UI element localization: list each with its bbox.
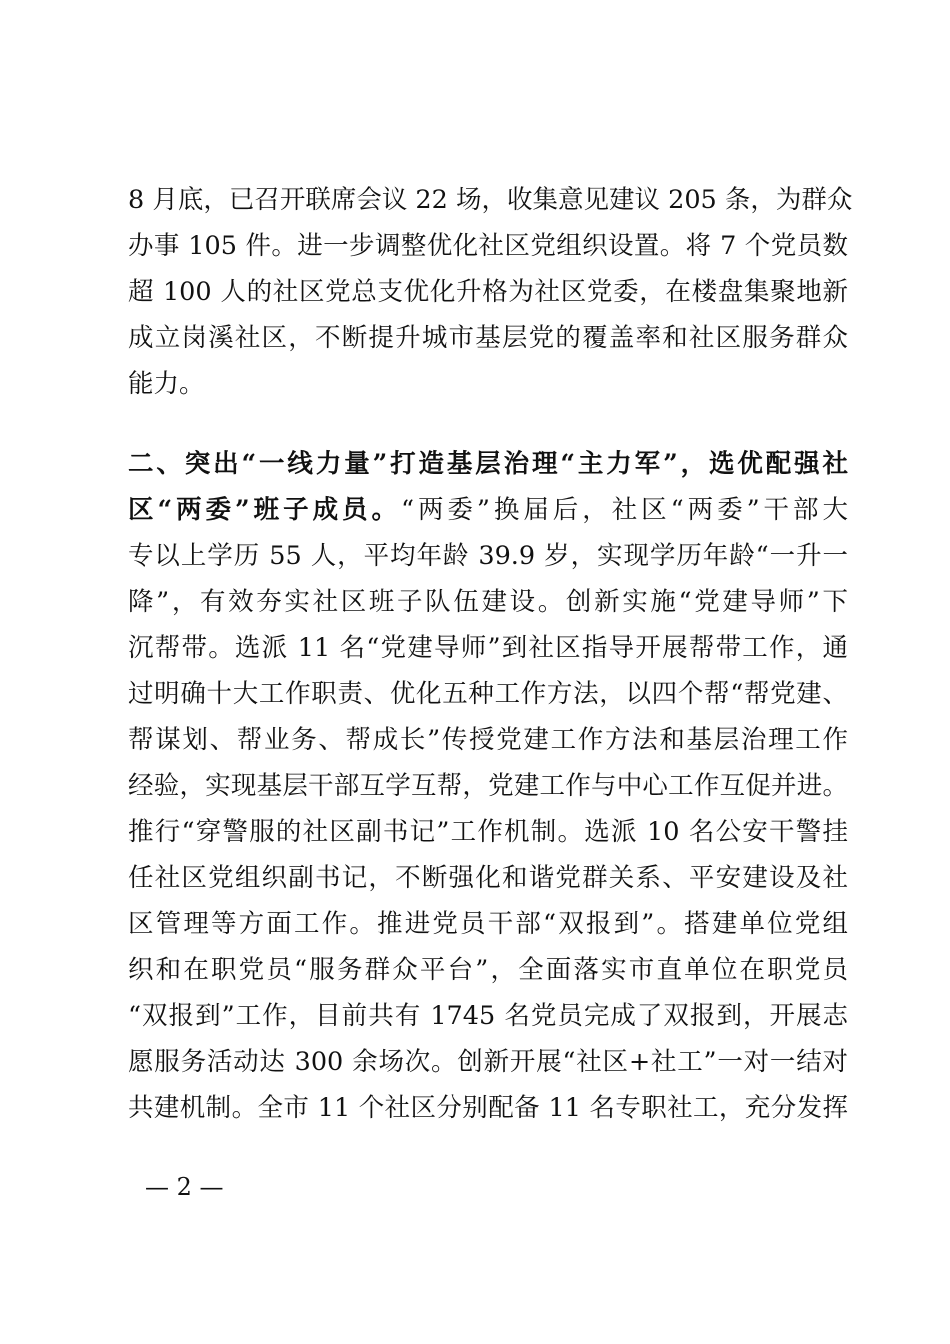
- text-line: 愿服务活动达 300 余场次。创新开展“社区+社工”一对一结对: [128, 1047, 848, 1077]
- text-line: 帮谋划、帮业务、帮成长”传授党建工作方法和基层治理工作: [128, 725, 848, 755]
- text-line: 降”，有效夯实社区班子队伍建设。创新实施“党建导师”下: [128, 587, 848, 617]
- text-line-mixed: [128, 487, 848, 533]
- text-line: 超 100 人的社区党总支优化升格为社区党委，在楼盘集聚地新: [128, 277, 848, 307]
- text-line: 能力。: [128, 369, 205, 399]
- text-line: 沉帮带。选派 11 名“党建导师”到社区指导开展帮带工作，通: [128, 633, 848, 663]
- text-line: 8 月底，已召开联席会议 22 场，收集意见建议 205 条，为群众: [128, 185, 853, 215]
- page-number: — 2 —: [145, 1173, 224, 1201]
- text-line: 办事 105 件。进一步调整优化社区党组织设置。将 7 个党员数: [128, 231, 848, 261]
- text-line: 成立岗溪社区，不断提升城市基层党的覆盖率和社区服务群众: [128, 323, 848, 353]
- text-line: 过明确十大工作职责、优化五种工作方法，以四个帮“帮党建、: [128, 679, 848, 709]
- text-line: 经验，实现基层干部互学互帮，党建工作与中心工作互促并进。: [128, 771, 848, 801]
- paragraph-1: [128, 177, 853, 407]
- text-line: 区管理等方面工作。推进党员干部“双报到”。搭建单位党组: [128, 909, 848, 939]
- text-line: “双报到”工作，目前共有 1745 名党员完成了双报到，开展志: [128, 1001, 848, 1031]
- text-line: 共建机制。全市 11 个社区分别配备 11 名专职社工，充分发挥: [128, 1093, 848, 1123]
- text-run: “两委”换届后，社区“两委”干部大: [400, 495, 848, 525]
- section-heading-continuation: 区“两委”班子成员。: [128, 495, 401, 525]
- text-line: 任社区党组织副书记，不断强化和谐党群关系、平安建设及社: [128, 863, 848, 893]
- section-heading: 二、突出“一线力量”打造基层治理“主力军”，选优配强社: [128, 449, 848, 479]
- text-line: 织和在职党员“服务群众平台”，全面落实市直单位在职党员: [128, 955, 848, 985]
- text-line: 推行“穿警服的社区副书记”工作机制。选派 10 名公安干警挂: [128, 817, 848, 847]
- paragraph-2: [128, 441, 848, 1131]
- text-line: 专以上学历 55 人，平均年龄 39.9 岁，实现学历年龄“一升一: [128, 541, 848, 571]
